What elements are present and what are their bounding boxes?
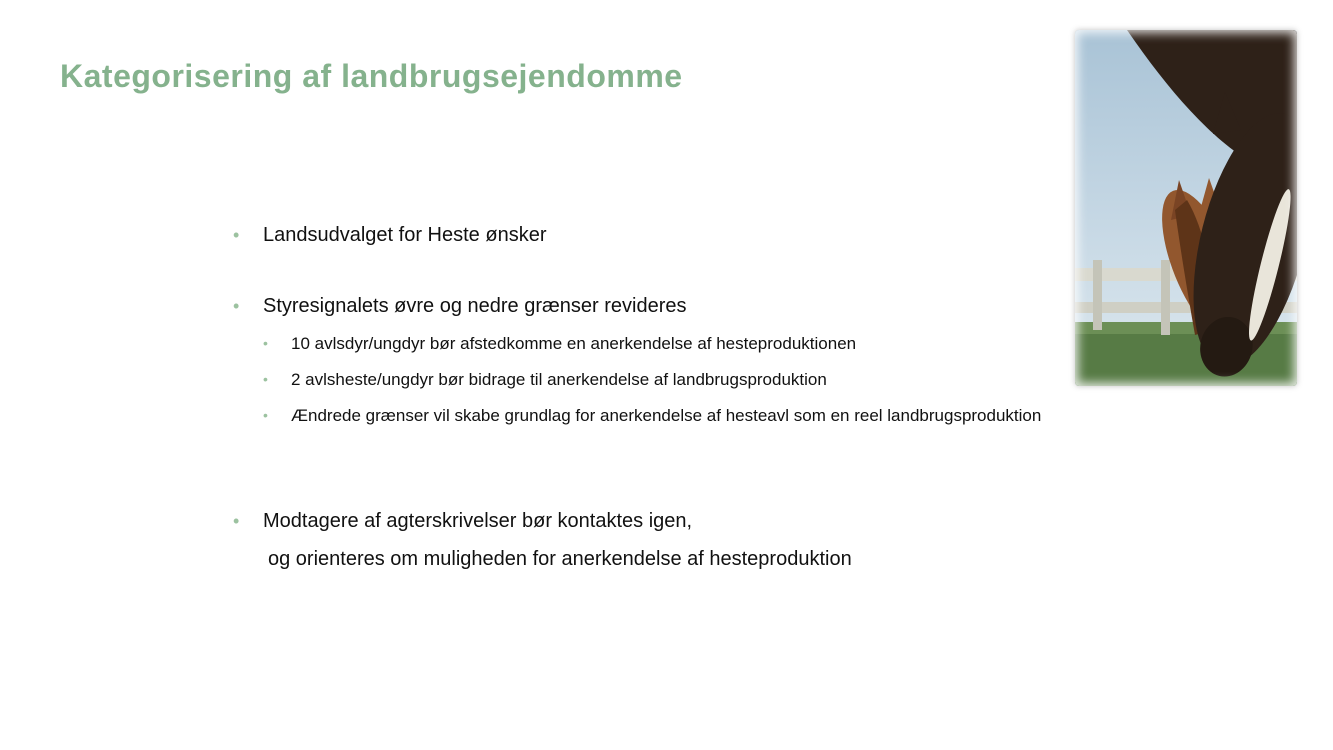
- bullet-dot-icon: •: [233, 225, 240, 245]
- bullet-dot-icon: •: [233, 296, 240, 316]
- bullet-text-continuation: og orienteres om muligheden for anerkendelse af hesteproduktion: [268, 548, 852, 570]
- sub-bullet-text: 10 avlsdyr/ungdyr bør afstedkomme en anerkendelse af hesteproduktionen: [291, 334, 857, 353]
- sub-bullet-item: [263, 404, 1293, 427]
- bullet-text: Modtagere af agterskrivelser bør kontaktes igen,: [263, 510, 693, 532]
- slide-title: Kategorisering af landbrugsejendomme: [60, 58, 683, 94]
- bullet-dot-icon: •: [263, 335, 268, 351]
- bullet-dot-icon: •: [263, 407, 268, 423]
- sub-bullet-text: 2 avlsheste/ungdyr bør bidrage til anerkendelse af landbrugsproduktion: [291, 370, 827, 389]
- bullet-dot-icon: •: [263, 371, 268, 387]
- bullet-text: Styresignalets øvre og nedre grænser revideres: [263, 295, 687, 317]
- horses-photo-illustration: [1075, 30, 1297, 386]
- sub-bullet-text: Ændrede grænser vil skabe grundlag for anerkendelse af hesteavl som en reel landbrugsproduktion: [291, 406, 1042, 425]
- bullet-dot-icon: •: [233, 511, 240, 531]
- horses-photo: [1075, 30, 1297, 386]
- bullet-text: Landsudvalget for Heste ønsker: [263, 224, 547, 246]
- bullet-item: [233, 508, 1293, 534]
